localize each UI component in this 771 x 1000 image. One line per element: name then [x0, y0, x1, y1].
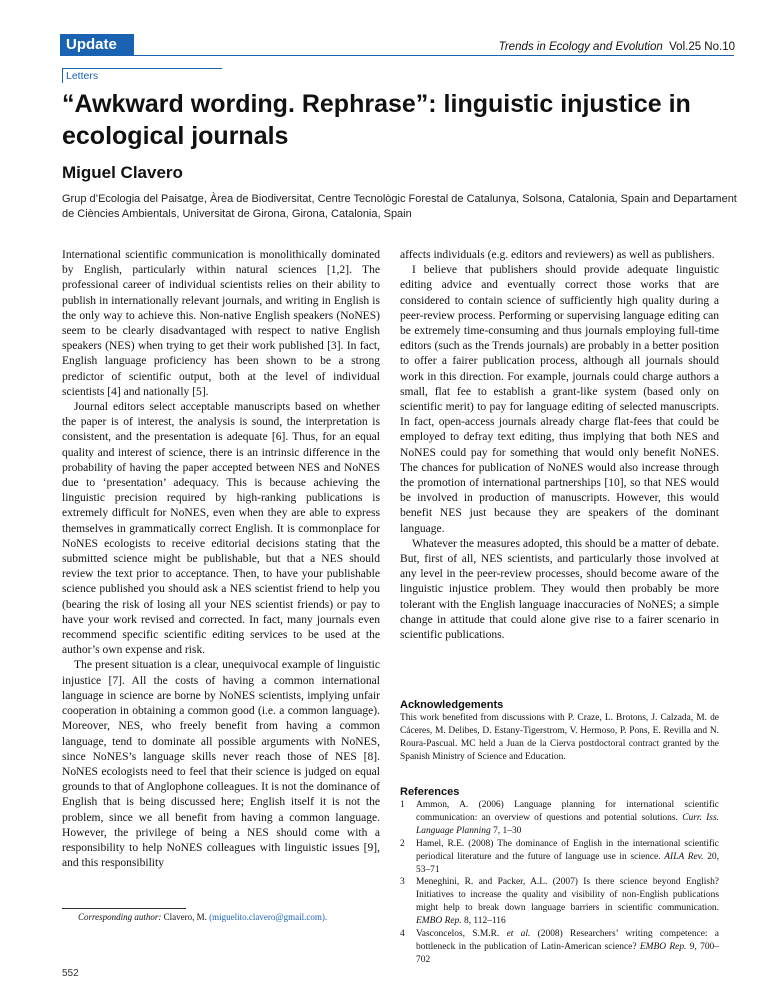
reference-volume-pages: 7, 1–30 [490, 825, 522, 836]
reference-et-al: et al. [506, 929, 531, 940]
reference-text: Vasconcelos, S.M.R. [416, 929, 500, 940]
article-author: Miguel Clavero [62, 163, 183, 182]
author-email-link[interactable]: (miguelito.clavero@gmail.com). [209, 912, 328, 922]
article-section-label: Letters [62, 68, 222, 83]
body-paragraph: I believe that publishers should provide adequate linguistic editing advice and eventually correct those works that are considered to contain science of sufficiently high quality during a peer-review process. Performing or supervising language editing can be extremely time-consuming and thus journals employing full-time editors (such as the Trends journals) are probably in a better position to offer a fairer publication process, although all journals should work in this direction. For example, journals could charge authors a small, flat fee to establish a grant-like system (based only on scientific merit) to pay for language editing of selected manuscripts. In fact, open-access journals already charge flat-fees that could be employed to defray text editing, thus implying that both NES and NoNES could pay for something that would only benefit NoNES. The chances for publication of NoNES would also increase through the promotion of international partnerships [10], so that NES would be involved in production of manuscripts. However, this would benefit NES just because they are speakers of the dominant language. [400, 264, 719, 535]
reference-number: 4 [400, 929, 405, 940]
section-badge: Update [60, 34, 134, 56]
reference-venue: Curr. Iss. Language Planning [416, 812, 719, 836]
author-affiliation: Grup d’Ecologia del Paisatge, Àrea de Biodiversitat, Centre Tecnològic Forestal de Catalunya, Solsona, Catalonia, Spain and Departament de Ciències Ambientals, Universitat de Girona, Girona, Catalonia, Spain [62, 193, 737, 220]
acknowledgements-heading: Acknowledgements [400, 699, 504, 711]
reference-venue: AILA Rev. [664, 851, 704, 862]
body-left-column [62, 248, 380, 871]
journal-name: Trends in Ecology and Evolution [498, 41, 663, 53]
reference-text: Ammon, A. (2006) Language planning for international scientific communication: an overview of questions and potential solutions. [416, 800, 719, 823]
reference-volume-pages: 20, 53–71 [416, 851, 719, 875]
footnote-name: Clavero, M. [163, 912, 207, 922]
reference-item [400, 838, 719, 877]
reference-number: 2 [400, 838, 405, 849]
body-paragraph: International scientific communication is monolithically dominated by English, particularly within natural sciences [1,2]. The professional career of individual scientists relies on their ability to publish in internationally relevant journals, and writing in English is the only way to achieve this. Non-native English speakers (NoNES) seem to be clearly disadvantaged with respect to native English speakers (NES) when trying to get their work published [3]. In fact, English language proficiency has been shown to be a strong predictor of scientific output, both at the level of individual scientists [4] and nationally [5]. [62, 249, 380, 398]
reference-text: Hamel, R.E. (2008) The dominance of English in the international scientific periodical literature and the future of language use in science. [416, 838, 719, 862]
body-paragraph: Journal editors select acceptable manuscripts based on whether the paper is of interest, the analysis is sound, the interpretation is consistent, and the presentation is adequate [6]. Thus, for an equal quality and interest of science, there is an intrinsic difference in the probability of having the paper accepted between NES and NoNES due to ‘presentation’ adequacy. This is because achieving the linguistic precision required by high-ranking publications is extremely difficult for NoNES, even when they are able to express themselves in grammatically correct English. It is commonplace for NoNES ecologists to receive editorial decisions stating that the submitted science might be publishable, but that a NES should review the text prior to acceptance. Then, to have your publishable science published you should ask a NES scientist friend to help you (bearing the risk of losing all your NES scientist friends) or pay to have your work revised and corrected. In fact, many journals even recommend specific scientific editing services to be used at the author’s own expense and risk. [62, 401, 380, 657]
body-right-column [400, 248, 719, 643]
reference-venue: EMBO Rep. [416, 916, 462, 927]
reference-item [400, 876, 719, 928]
header-rule [134, 55, 734, 56]
reference-volume-pages: 9, 700–702 [416, 941, 719, 965]
journal-header [499, 40, 735, 54]
reference-volume-pages: 8, 112–116 [461, 916, 506, 927]
page-number: 552 [62, 968, 79, 979]
reference-number: 1 [400, 800, 405, 810]
body-paragraph: affects individuals (e.g. editors and reviewers) as well as publishers. [400, 249, 715, 261]
references-heading: References [400, 786, 460, 798]
reference-item [400, 928, 719, 967]
footnote-label: Corresponding author: [78, 912, 162, 922]
footnote-rule [62, 908, 186, 909]
reference-number: 3 [400, 877, 405, 888]
reference-venue: EMBO Rep. [639, 941, 687, 952]
reference-text: Meneghini, R. and Packer, A.L. (2007) Is there science beyond English? Initiatives to increase the quality and visibility of non-English publications might help to break down language barriers in scientific communication. [416, 877, 719, 914]
references-list [400, 799, 719, 967]
reference-item [400, 799, 719, 838]
acknowledgements-text: This work benefited from discussions with P. Craze, L. Brotons, J. Calzada, M. de Cáceres, M. Delibes, D. Estany-Tigerstrom, V. Hermoso, P. Pons, E. Revilla and N. Roura-Pascual. MC held a Juan de la Cierva postdoctoral contract granted by the Spanish Ministry of Science and Education. [400, 713, 719, 762]
article-title: “Awkward wording. Rephrase”: linguistic injustice in ecological journals [62, 90, 691, 150]
body-paragraph: Whatever the measures adopted, this should be a matter of debate. But, first of all, NES scientists, and particularly those involved at any level in the peer-review processes, should become aware of the linguistic injustice problem. They would then probably be more tolerant with the English language inaccuracies of NoNES; a simple change in attitude that could alone give rise to a fairer scenario in scientific publications. [400, 537, 719, 642]
body-paragraph: The present situation is a clear, unequivocal example of linguistic injustice [7]. All the costs of having a common international language in science are borne by NoNES scientists, implying unfair cooperation in obtaining a common good (i.e. a common language). Moreover, NES, who freely benefit from having a common language, tend to dominate all possible arguments with NoNES, since NoNES’s language skills never reach those of NES [8]. NoNES ecologists need to feel that their science is judged on equal grounds to that of Anglophone colleagues. It is not the dominance of English that is being discussed here; English itself it is not the problem, since we all benefit from having a common language. However, the privilege of being a NES should come with a responsibility to help NoNES colleagues with linguistic issues [9], and this responsibility [62, 659, 380, 870]
volume-issue: Vol.25 No.10 [669, 41, 735, 53]
corresponding-author-note [78, 911, 327, 923]
reference-text-cont: (2008) Researchers’ writing competence: a bottleneck in the publication of Latin-American science? [416, 929, 719, 952]
